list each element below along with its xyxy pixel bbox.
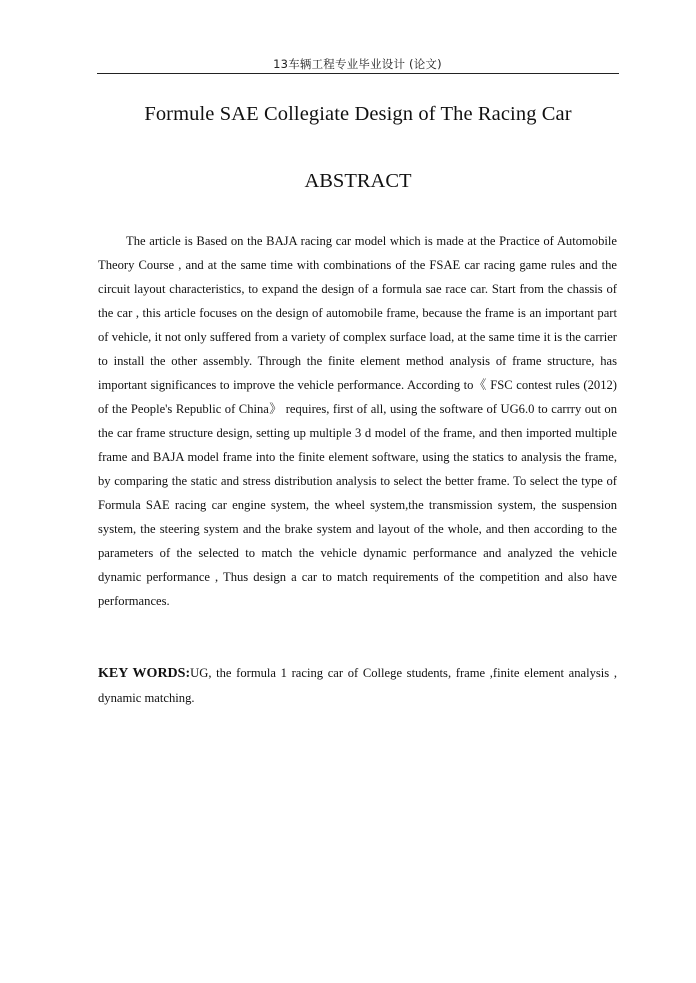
abstract-heading: ABSTRACT (304, 170, 412, 192)
keywords-text: UG, the formula 1 racing car of College students, frame ,finite element analysis , dynamic matching. (98, 666, 617, 705)
keywords-paragraph (98, 661, 617, 710)
paper-title: Formule SAE Collegiate Design of The Racing Car (144, 103, 572, 125)
keywords-label: KEY WORDS: (98, 666, 191, 681)
abstract-body: The article is Based on the BAJA racing car model which is made at the Practice of Automobile Theory Course , and at the same time with combinations of the FSAE car racing game rules and the circuit layout characteristics, to expand the design of a formula sae race car. Start from the chassis of the car , this article focuses on the design of automobile frame, because the frame is an important part of vehicle, it not only suffered from a variety of complex surface load, at the same time it is the carrier to install the other assembly. Through the finite element method analysis of frame structure, has important significances to improve the vehicle performance. According to《 FSC contest rules (2012) of the People's Republic of China》 requires, first of all, using the software of UG6.0 to carrry out on the car frame structure design, setting up multiple 3 d model of the frame, and then imported multiple frame and BAJA model frame into the finite element software, using the statics to analysis the frame, by comparing the static and stress distribution analysis to select the better frame. To select the type of Formula SAE racing car engine system, the wheel system,the transmission system, the suspension system, the steering system and the brake system and layout of the whole, and then according to the parameters of the selected to match the vehicle dynamic performance and analyzed the vehicle dynamic performance , Thus design a car to match requirements of the competition and also have performances. (98, 234, 617, 608)
running-header: 13车辆工程专业毕业设计 (论文) (273, 57, 442, 71)
header-divider (97, 73, 619, 74)
